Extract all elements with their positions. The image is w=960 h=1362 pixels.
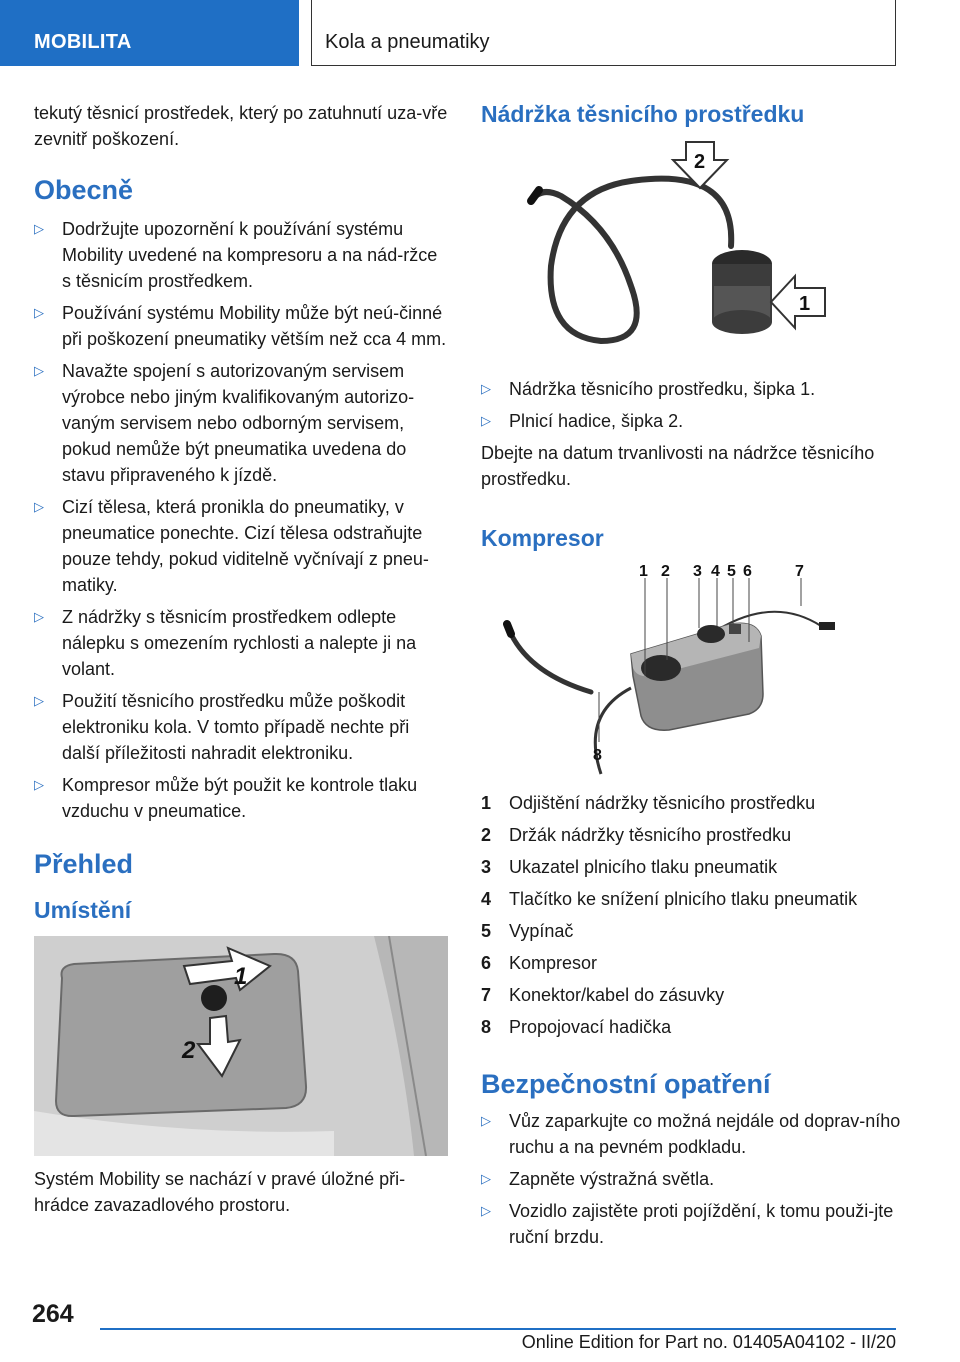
triangle-bullet-icon: ▷	[481, 413, 491, 428]
list-item: ▷ Navažte spojení s autorizovaným servisem výrobce nebo jiným kvalifikovaným autorizo-vaným servisem nebo odborným servisem, pokud nemůže být pneumatika uvedena do stavu připraveného k jízdě.	[34, 358, 448, 488]
figure-label: 2	[661, 564, 670, 580]
figure-label: 4	[711, 564, 720, 580]
list-item: 1 Odjištění nádržky těsnicího prostředku	[481, 793, 816, 813]
tank-list	[481, 376, 901, 434]
list-item: 5 Vypínač	[481, 921, 574, 941]
footer-divider	[100, 1328, 896, 1330]
figure-label: 6	[743, 564, 752, 580]
heading-tank: Nádržka těsnicího prostředku	[481, 101, 805, 127]
heading-general: Obecně	[34, 175, 134, 205]
figure-label: 1	[799, 293, 811, 315]
list-item: 2 Držák nádržky těsnicího prostředku	[481, 825, 792, 845]
list-item: ▷ Nádržka těsnicího prostředku, šipka 1.	[481, 376, 901, 402]
right-column	[481, 100, 901, 1256]
figure-label: 1	[234, 963, 248, 990]
figure-label: 3	[693, 564, 702, 580]
list-item: 3 Ukazatel plnicího tlaku pneumatik	[481, 857, 778, 877]
list-item: ▷ Vozidlo zajistěte proti pojíždění, k tomu použi-jte ruční brzdu.	[481, 1198, 901, 1250]
triangle-bullet-icon: ▷	[34, 221, 44, 236]
figure-label: 2	[694, 151, 706, 173]
triangle-bullet-icon: ▷	[481, 1203, 491, 1218]
list-item: ▷ Zapněte výstražná světla.	[481, 1166, 901, 1192]
page-number: 264	[32, 1300, 74, 1328]
triangle-bullet-icon: ▷	[481, 1113, 491, 1128]
list-item: 8 Propojovací hadička	[481, 1017, 672, 1037]
figure-label: 8	[593, 747, 602, 764]
section-tab: MOBILITA	[0, 0, 299, 66]
safety-list	[481, 1108, 901, 1250]
list-item: ▷ Z nádržky s těsnicím prostředkem odlepte nálepku s omezením rychlosti a nalepte ji na volant.	[34, 604, 448, 682]
triangle-bullet-icon: ▷	[34, 305, 44, 320]
triangle-bullet-icon: ▷	[34, 693, 44, 708]
left-column	[34, 100, 448, 1218]
compressor-parts-list	[481, 790, 901, 1040]
edition-note: Online Edition for Part no. 01405A04102 - II/20	[521, 1332, 896, 1352]
chapter-title: Kola a pneumatiky	[311, 0, 896, 66]
intro-text: tekutý těsnicí prostředek, který po zatuhnutí uza-vře zevnitř poškození.	[34, 103, 448, 149]
heading-compressor: Kompresor	[481, 525, 604, 551]
figure-label: 2	[182, 1037, 196, 1064]
list-item: ▷ Vůz zaparkujte co možná nejdále od doprav-ního ruchu a na pevném podkladu.	[481, 1108, 901, 1160]
list-item: ▷ Použití těsnicího prostředku může poškodit elektroniku kola. V tomto případě nechte při další příležitosti nahradit elektroniku.	[34, 688, 448, 766]
trunk-location-figure	[34, 936, 448, 1156]
list-item: 7 Konektor/kabel do zásuvky	[481, 985, 725, 1005]
triangle-bullet-icon: ▷	[481, 1171, 491, 1186]
triangle-bullet-icon: ▷	[481, 381, 491, 396]
list-item: ▷ Používání systému Mobility může být neú-činné při poškození pneumatiky větším než cca 4 mm.	[34, 300, 448, 352]
list-item: ▷ Kompresor může být použit ke kontrole tlaku vzduchu v pneumatice.	[34, 772, 448, 824]
list-item: ▷ Plnicí hadice, šipka 2.	[481, 408, 901, 434]
figure-label: 5	[727, 564, 736, 580]
triangle-bullet-icon: ▷	[34, 609, 44, 624]
tank-note: Dbejte na datum trvanlivosti na nádržce těsnicího prostředku.	[481, 443, 875, 489]
heading-safety: Bezpečnostní opatření	[481, 1069, 771, 1099]
triangle-bullet-icon: ▷	[34, 777, 44, 792]
list-item: ▷ Dodržujte upozornění k používání systému Mobility uvedené na kompresoru a na nád-ržce s těsnicím prostředkem.	[34, 216, 448, 294]
list-item: ▷ Cizí tělesa, která pronikla do pneumatiky, v pneumatice ponechte. Cizí tělesa odstraňujte pouze tehdy, pokud viditelně vyčnívají z pneu-matiky.	[34, 494, 448, 598]
heading-overview: Přehled	[34, 849, 134, 879]
figure-label: 1	[639, 564, 648, 580]
heading-location: Umístění	[34, 897, 132, 923]
page-header	[0, 0, 960, 66]
general-list	[34, 216, 448, 824]
sealant-tank-figure	[481, 136, 901, 362]
triangle-bullet-icon: ▷	[34, 499, 44, 514]
compressor-figure	[481, 564, 901, 778]
list-item: 4 Tlačítko ke snížení plnicího tlaku pneumatik	[481, 889, 858, 909]
triangle-bullet-icon: ▷	[34, 363, 44, 378]
list-item: 6 Kompresor	[481, 953, 598, 973]
figure-label: 7	[795, 564, 804, 580]
location-caption: Systém Mobility se nachází v pravé úložné při-hrádce zavazadlového prostoru.	[34, 1169, 406, 1215]
